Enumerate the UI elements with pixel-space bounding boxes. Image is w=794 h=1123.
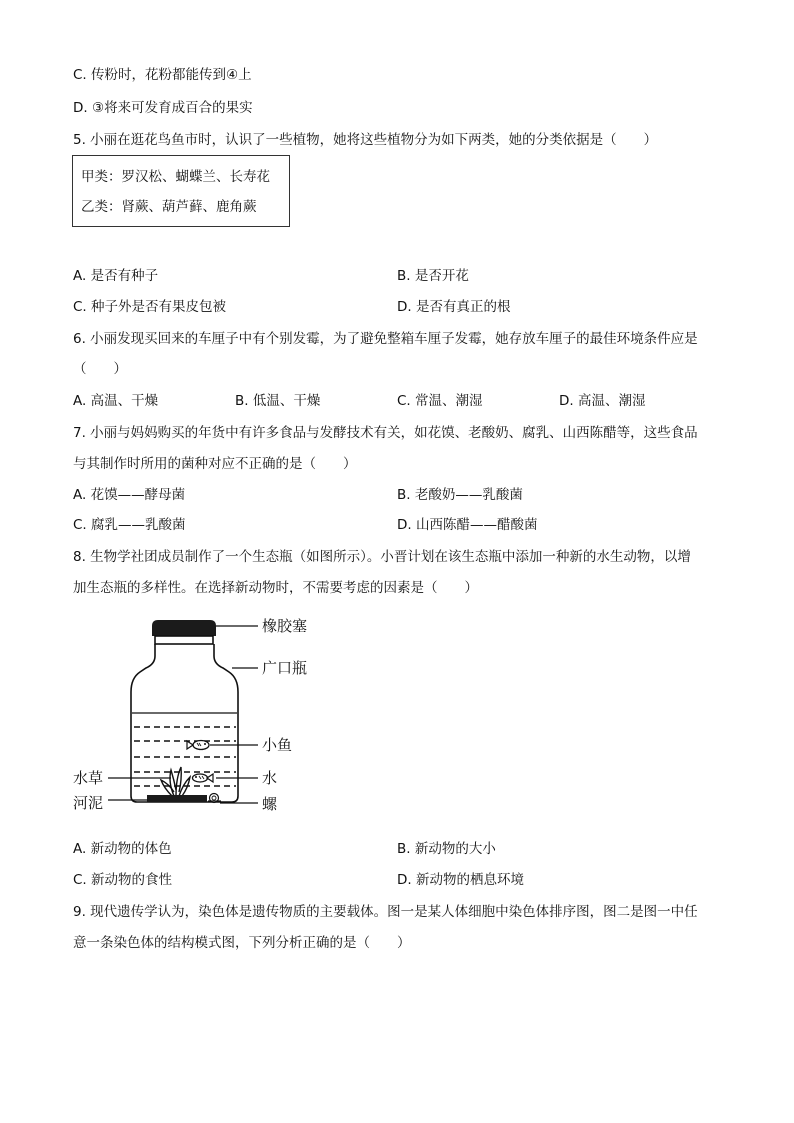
q5-group-a: 甲类：罗汉松、蝴蝶兰、长寿花 — [81, 169, 270, 185]
bottle-mouth — [155, 636, 213, 644]
q4-option-c: C. 传粉时，花粉都能传到④上 — [73, 67, 252, 83]
q8-option-d: D. 新动物的栖息环境 — [397, 872, 524, 888]
q7-option-d: D. 山西陈醋——醋酸菌 — [397, 517, 538, 533]
river-mud — [147, 795, 207, 802]
eco-bottle-figure — [70, 612, 330, 826]
label-snail: 螺 — [262, 795, 278, 813]
rubber-stopper — [152, 620, 216, 636]
q6-stem-line1: 6. 小丽发现买回来的车厘子中有个别发霉，为了避免整箱车厘子发霉，她存放车厘子的最佳环境条件应是 — [73, 331, 698, 347]
q6-option-b: B. 低温、干燥 — [235, 393, 321, 409]
q9-stem-line2: 意一条染色体的结构模式图，下列分析正确的是（ ） — [73, 935, 411, 951]
q6-option-d: D. 高温、潮湿 — [559, 393, 646, 409]
q8-stem-line1: 8. 生物学社团成员制作了一个生态瓶（如图所示）。小晋计划在该生态瓶中添加一种新的水生动物，以增 — [73, 549, 691, 565]
label-waterweed: 水草 — [73, 769, 104, 787]
label-river-mud: 河泥 — [73, 794, 104, 812]
q5-option-b: B. 是否开花 — [397, 268, 469, 284]
label-rubber-stopper: 橡胶塞 — [262, 617, 308, 635]
q7-option-c: C. 腐乳——乳酸菌 — [73, 517, 186, 533]
q6-option-a: A. 高温、干燥 — [73, 393, 159, 409]
q6-stem-line2: （ ） — [73, 361, 127, 377]
q5-option-a: A. 是否有种子 — [73, 268, 159, 284]
q9-stem-line1: 9. 现代遗传学认为，染色体是遗传物质的主要载体。图一是某人体细胞中染色体排序图，图二是图一中任 — [73, 904, 698, 920]
label-small-fish: 小鱼 — [262, 736, 293, 754]
q5-group-b: 乙类：肾蕨、葫芦藓、鹿角蕨 — [81, 199, 257, 215]
q5-classification-box — [72, 155, 290, 227]
label-water: 水 — [262, 769, 278, 787]
q4-option-d: D. ③将来可发育成百合的果实 — [73, 100, 253, 116]
small-fish-icon-2 — [193, 774, 214, 782]
q8-option-a: A. 新动物的体色 — [73, 841, 172, 857]
q7-stem-line1: 7. 小丽与妈妈购买的年货中有许多食品与发酵技术有关，如花馍、老酸奶、腐乳、山西陈醋等，这些食品 — [73, 425, 698, 441]
q6-option-c: C. 常温、潮湿 — [397, 393, 483, 409]
q7-option-a: A. 花馍——酵母菌 — [73, 487, 186, 503]
label-wide-mouth-jar: 广口瓶 — [262, 659, 308, 677]
q8-option-c: C. 新动物的食性 — [73, 872, 173, 888]
q5-stem: 5. 小丽在逛花鸟鱼市时，认识了一些植物，她将这些植物分为如下两类，她的分类依据是（ ） — [73, 132, 658, 148]
q7-stem-line2: 与其制作时所用的菌种对应不正确的是（ ） — [73, 456, 357, 472]
q7-option-b: B. 老酸奶——乳酸菌 — [397, 487, 523, 503]
q8-stem-line2: 加生态瓶的多样性。在选择新动物时，不需要考虑的因素是（ ） — [73, 580, 478, 596]
q5-option-c: C. 种子外是否有果皮包被 — [73, 299, 227, 315]
q8-option-b: B. 新动物的大小 — [397, 841, 496, 857]
small-fish-icon — [187, 741, 209, 750]
snail-icon — [208, 794, 221, 803]
q5-option-d: D. 是否有真正的根 — [397, 299, 511, 315]
